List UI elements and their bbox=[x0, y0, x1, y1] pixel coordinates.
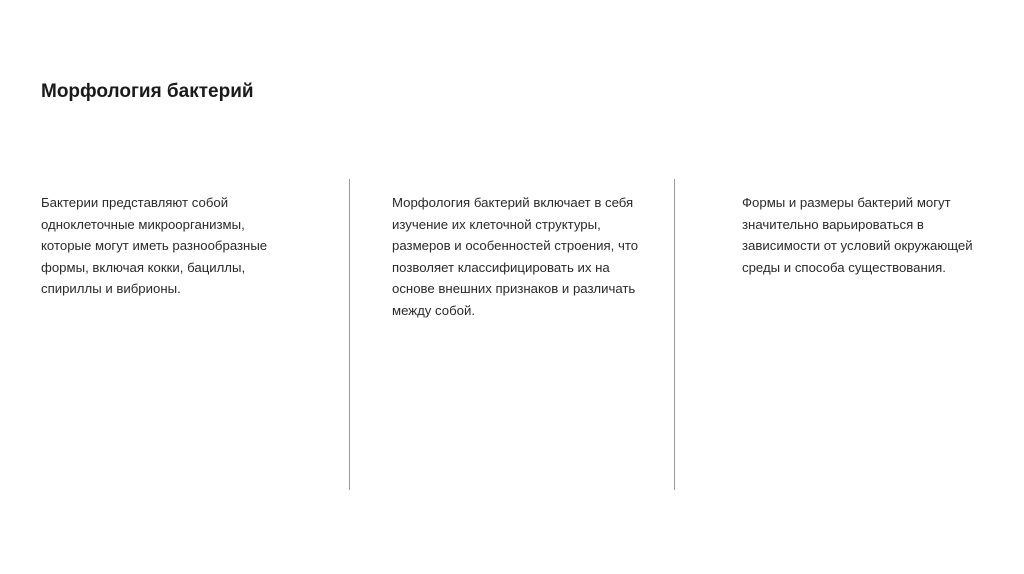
column-1-line: спириллы и вибрионы. bbox=[41, 281, 181, 297]
column-3-line: Формы и размеры бактерий могут bbox=[742, 195, 951, 210]
column-2-line: между собой. bbox=[392, 302, 476, 318]
column-divider-1 bbox=[349, 179, 350, 490]
column-1-line: которые могут иметь разнообразные bbox=[41, 238, 268, 254]
column-3-line: среды и способа существования. bbox=[742, 259, 946, 275]
column-divider-2 bbox=[674, 179, 675, 490]
column-2-line: Морфология бактерий включает в себя bbox=[392, 195, 634, 210]
column-2-line: позволяет классифицировать их на bbox=[392, 259, 610, 275]
slide-title: Морфология бактерий bbox=[41, 81, 254, 102]
column-1-text bbox=[41, 192, 303, 300]
column-2-text bbox=[392, 192, 664, 322]
column-1-line: одноклеточные микроорганизмы, bbox=[41, 216, 245, 232]
column-3-line: зависимости от условий окружающей bbox=[742, 238, 973, 254]
column-2-line: размеров и особенностей строения, что bbox=[392, 238, 639, 254]
column-1-line: Бактерии представляют собой bbox=[41, 195, 229, 210]
column-3-text bbox=[742, 192, 1004, 278]
column-1-line: формы, включая кокки, бациллы, bbox=[41, 259, 246, 275]
column-2-line: изучение их клеточной структуры, bbox=[392, 216, 601, 232]
column-3-line: значительно варьироваться в bbox=[742, 216, 924, 232]
column-2-line: основе внешних признаков и различать bbox=[392, 281, 636, 297]
